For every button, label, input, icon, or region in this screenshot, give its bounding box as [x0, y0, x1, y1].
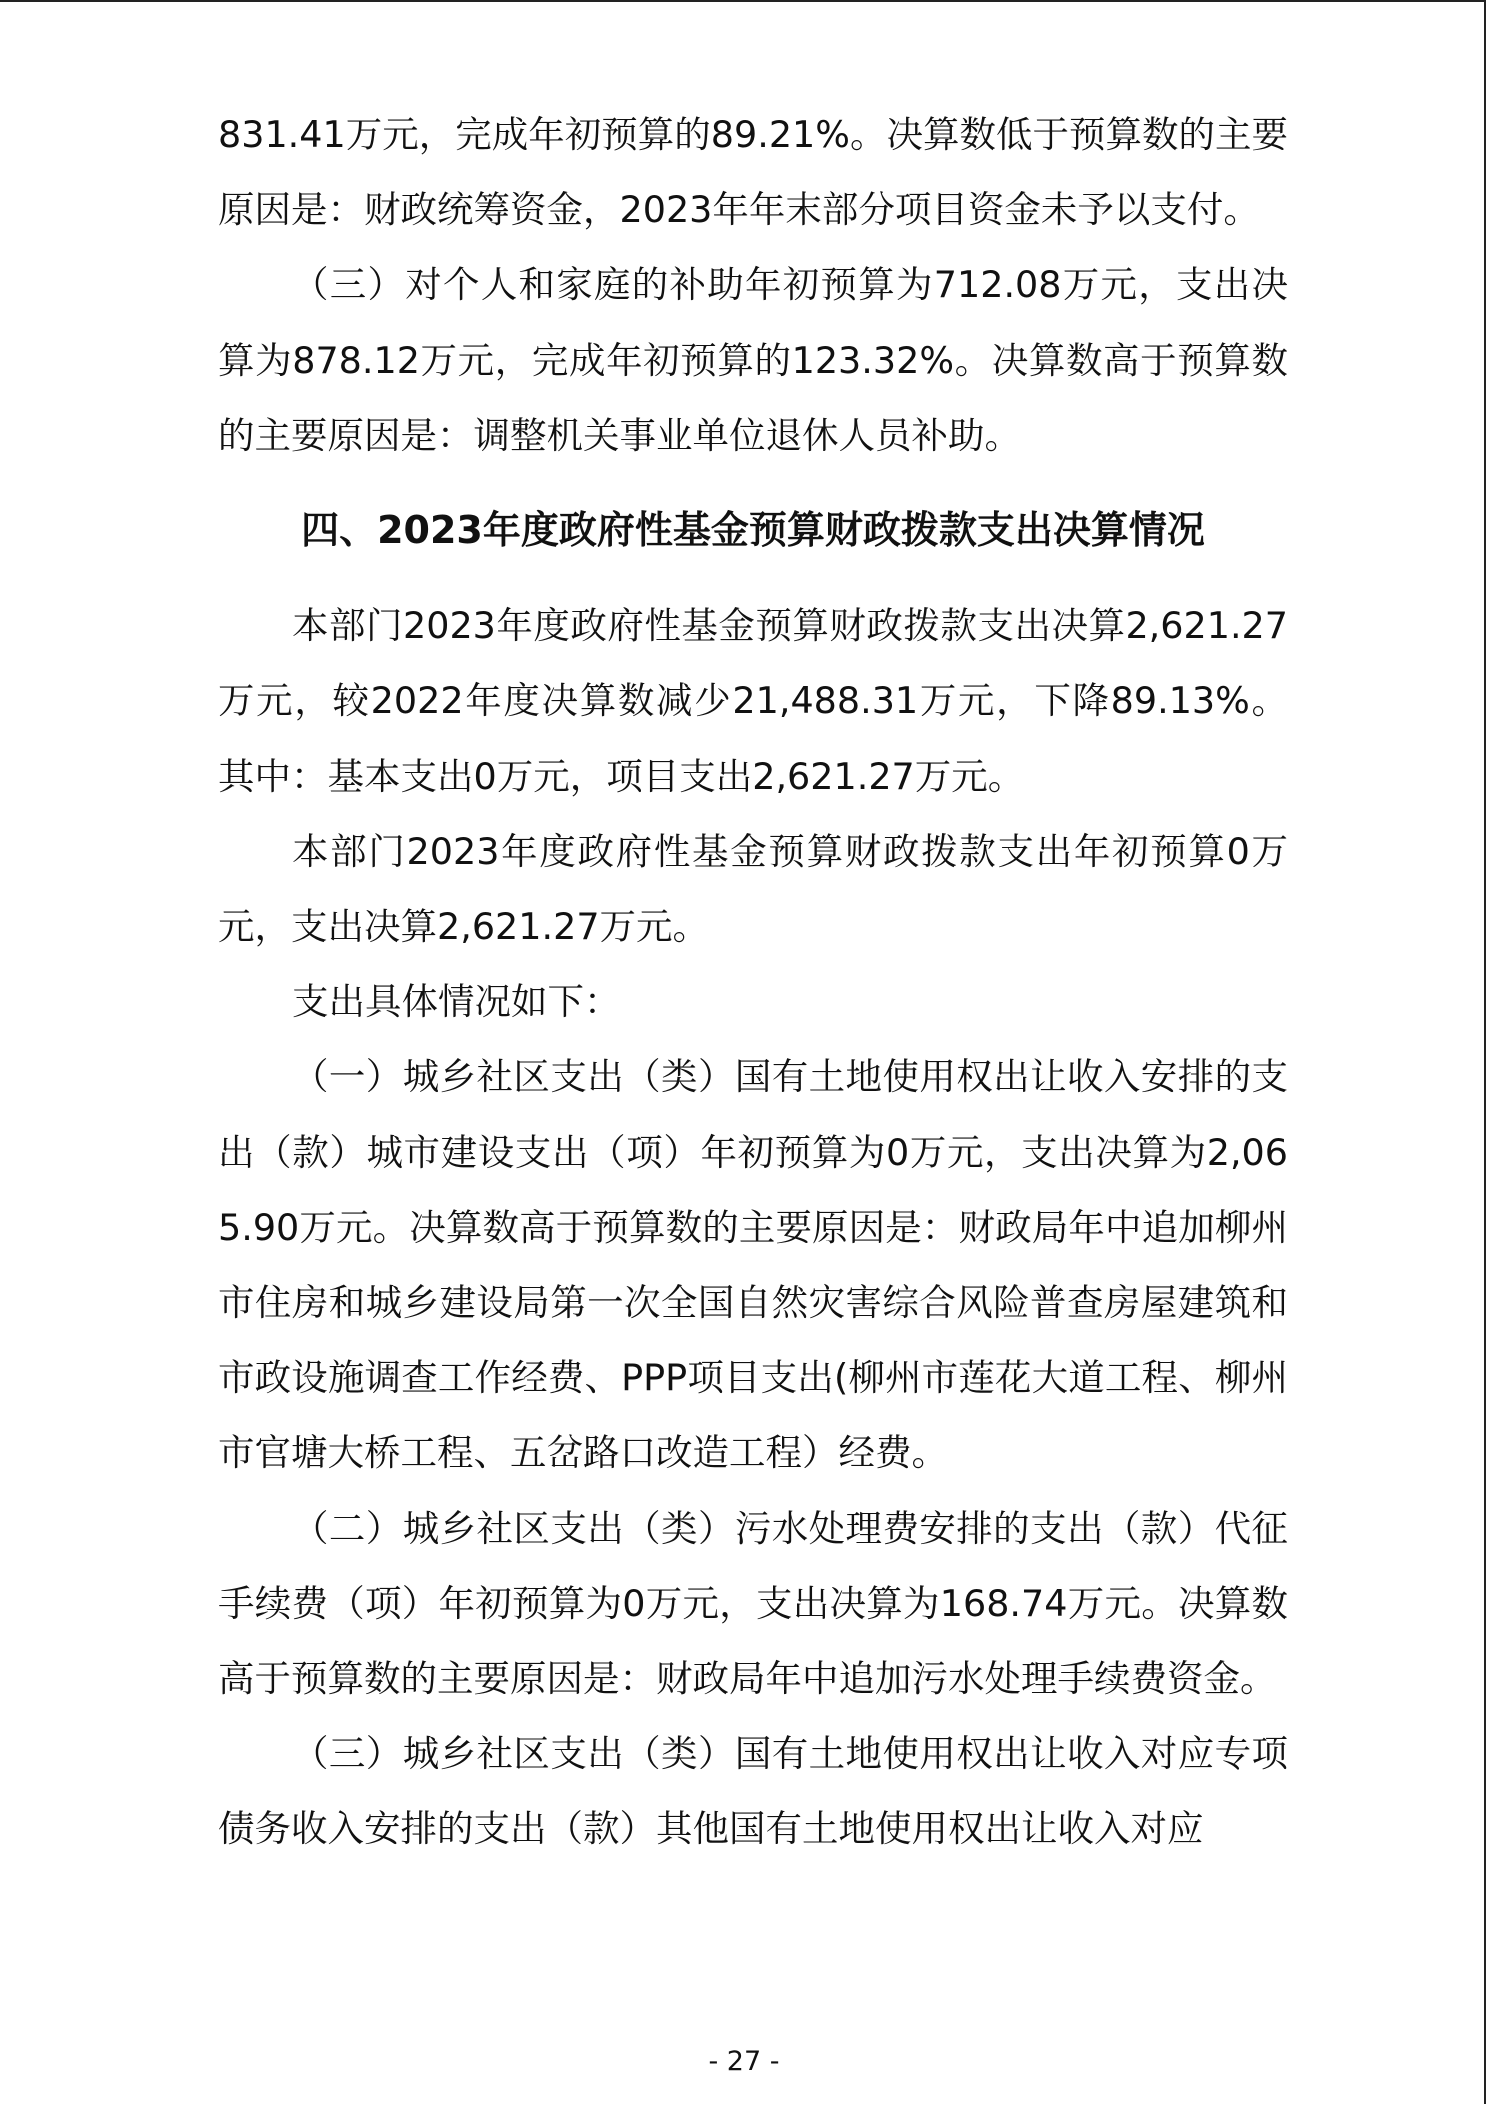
page-number: - 27 - [708, 2046, 780, 2077]
paragraph-personal-family-subsidy: （三）对个人和家庭的补助年初预算为712.08万元，支出决算为878.12万元，完成年初预算的123.32%。决算数高于预算数的主要原因是：调整机关事业单位退休人员补助。 [218, 263, 1288, 457]
paragraph-fund-summary: 本部门2023年度政府性基金预算财政拨款支出决算2,621.27万元，较2022年度决算数减少21,488.31万元，下降89.13%。其中：基本支出0万元，项目支出2,621.27万元。 [218, 604, 1288, 798]
page-body [218, 97, 1288, 1867]
paragraph-details-intro: 支出具体情况如下： [292, 980, 621, 1024]
paragraph-item-3: （三）城乡社区支出（类）国有土地使用权出让收入对应专项债务收入安排的支出（款）其他国有土地使用权出让收入对应 [218, 1732, 1288, 1851]
paragraph-fund-budget: 本部门2023年度政府性基金预算财政拨款支出年初预算0万元，支出决算2,621.27万元。 [218, 829, 1288, 949]
paragraph-item-1: （一）城乡社区支出（类）国有土地使用权出让收入安排的支出（款）城市建设支出（项）年初预算为0万元，支出决算为2,065.90万元。决算数高于预算数的主要原因是：财政局年中追加柳州市住房和城乡建设局第一次全国自然灾害综合风险普查房屋建筑和市政设施调查工作经费、PPP项目支出(柳州市莲花大道工程、柳州市官塘大桥工程、五岔路口改造工程）经费。 [218, 1055, 1288, 1475]
paragraph-continuation: 831.41万元，完成年初预算的89.21%。决算数低于预算数的主要原因是：财政统筹资金，2023年年末部分项目资金未予以支付。 [218, 113, 1288, 232]
paragraph-item-2: （二）城乡社区支出（类）污水处理费安排的支出（款）代征手续费（项）年初预算为0万元，支出决算为168.74万元。决算数高于预算数的主要原因是：财政局年中追加污水处理手续费资金。 [218, 1506, 1288, 1701]
section-heading: 四、2023年度政府性基金预算财政拨款支出决算情况 [301, 508, 1205, 553]
